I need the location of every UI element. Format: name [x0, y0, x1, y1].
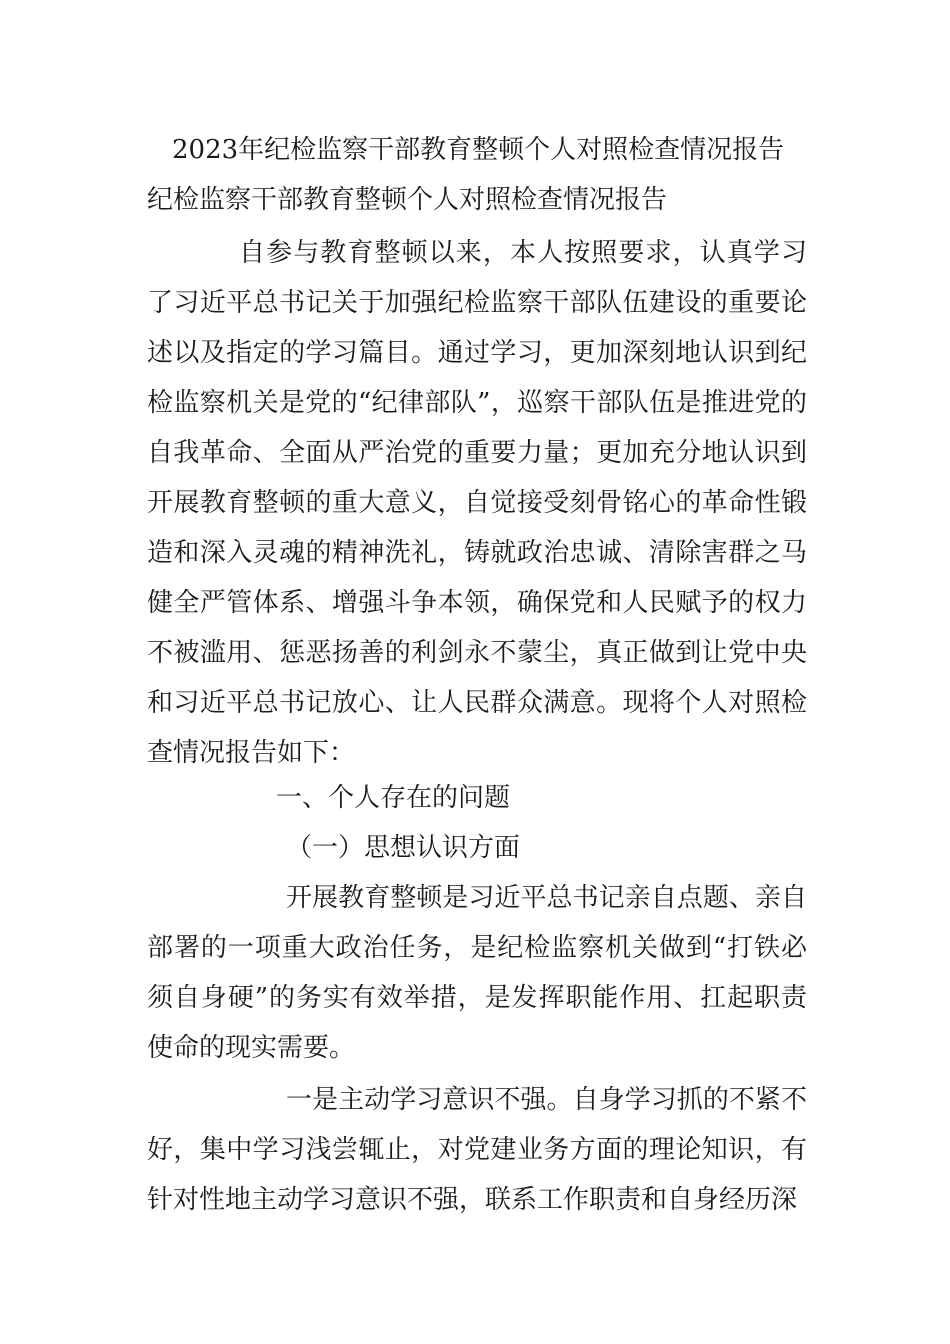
body-paragraph-3: 一是主动学习意识不强。自身学习抓的不紧不好，集中学习浅尝辄止，对党建业务方面的理论知识，有针对性地主动学习意识不强，联系工作职责和自身经历深	[147, 1085, 807, 1215]
intro-paragraph: 自参与教育整顿以来，本人按照要求，认真学习了习近平总书记关于加强纪检监察干部队伍建设的重要论述以及指定的学习篇目。通过学习，更加深刻地认识到纪检监察机关是党的“纪律部队”，巡察干部队伍是推进党的自我革命、全面从严治党的重要力量；更加充分地认识到开展教育整顿的重大意义，自觉接受刻骨铭心的革命性锻造和深入灵魂的精神洗礼，铸就政治忠诚、清除害群之马健全严管体系、增强斗争本领，确保党和人民赋予的权力不被滥用、惩恶扬善的利剑永不蒙尘，真正做到让党中央和习近平总书记放心、让人民群众满意。现将个人对照检查情况报告如下：	[147, 238, 807, 768]
body-paragraph-2: 开展教育整顿是习近平总书记亲自点题、亲自部署的一项重大政治任务，是纪检监察机关做到“打铁必须自身硬”的务实有效举措，是发挥职能作用、扛起职责使命的现实需要。	[147, 883, 807, 1063]
document-subtitle: 纪检监察干部教育整顿个人对照检查情况报告	[147, 185, 668, 215]
document-title: 2023年纪检监察干部教育整顿个人对照检查情况报告	[172, 135, 785, 165]
section-heading-1: 一、个人存在的问题	[276, 783, 511, 813]
subsection-heading-1: （一）思想认识方面	[286, 833, 521, 863]
